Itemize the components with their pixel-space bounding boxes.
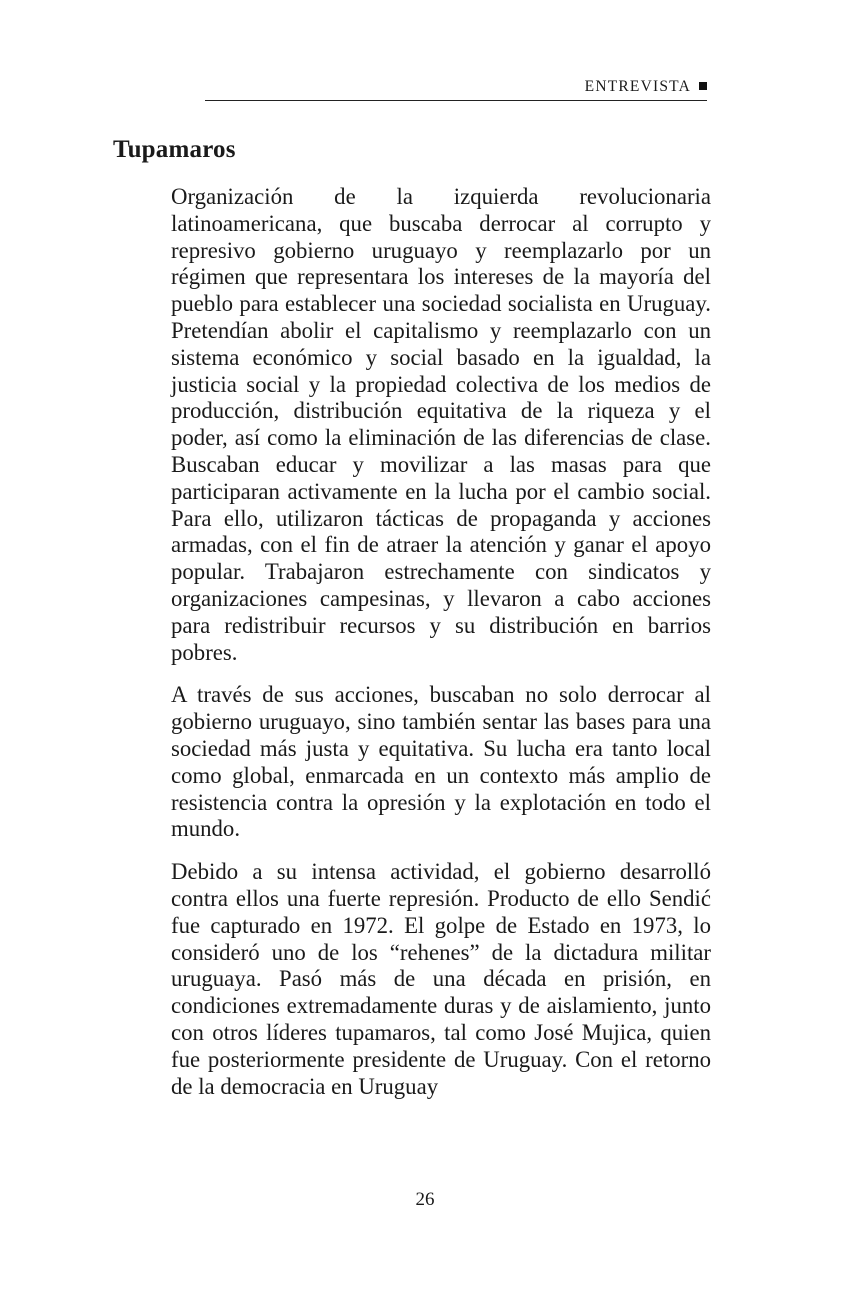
paragraph-1: Organización de la izquierda revolucionaria latinoamericana, que buscaba derrocar al corrupto y represivo gobierno uruguayo y reemplazarlo por un régimen que representara los intereses de la mayoría del pueblo para establecer una sociedad socialista en Uruguay. Pretendían abolir el capitalismo y reemplazarlo con un sistema económico y social basado en la igualdad, la justicia social y la propiedad colectiva de los medios de producción, distribución equitativa de la riqueza y el poder, así como la eliminación de las diferencias de clase. Buscaban educar y movilizar a las masas para que participaran activamente en la lucha por el cambio social. Para ello, utilizaron tácticas de propaganda y acciones armadas, con el fin de atraer la atención y ganar el apoyo popular. Trabajaron estrechamente con sindicatos y organizaciones campesinas, y llevaron a cabo acciones para redistribuir recursos y su distribución en barrios pobres. (171, 184, 711, 665)
paragraph-2: A través de sus acciones, buscaban no solo derrocar al gobierno uruguayo, sino también sentar las bases para una sociedad más justa y equitativa. Su lucha era tanto local como global, enmarcada en un contexto más amplio de resistencia contra la opresión y la explotación en todo el mundo. (171, 682, 711, 842)
black-square-icon (699, 82, 707, 90)
body-text (171, 184, 711, 1116)
header-section-label: ENTREVISTA (584, 78, 691, 95)
section-heading: Tupamaros (113, 136, 236, 163)
page-number: 26 (415, 1189, 435, 1210)
paragraph-3: Debido a su intensa actividad, el gobierno desarrolló contra ellos una fuerte represión. Producto de ello Sendić fue capturado en 1972. El golpe de Estado en 1973, lo consideró uno de los “rehenes” de la dictadura militar uruguaya. Pasó más de una década en prisión, en condiciones extremadamente duras y de aislamiento, junto con otros líderes tupamaros, tal como José Mujica, quien fue posteriormente presidente de Uruguay. Con el retorno de la democracia en Uruguay (171, 859, 711, 1099)
running-header (205, 78, 707, 101)
